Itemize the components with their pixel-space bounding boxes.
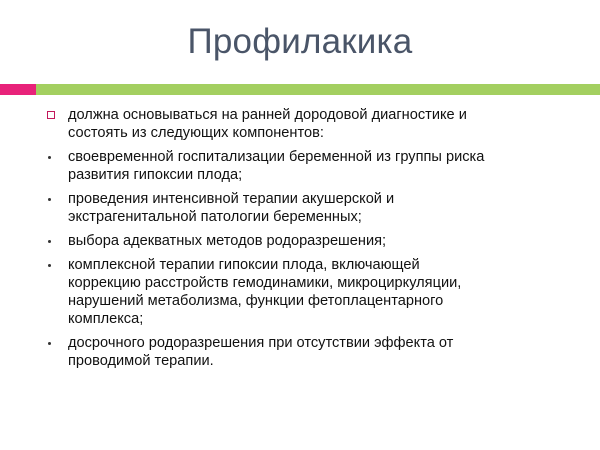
bullet-text: комплексной терапии гипоксии плода, включающей коррекцию расстройств гемодинамики, микроциркуляции, нарушений метаболизма, функции фетоплацентарного комплекса; <box>68 257 462 327</box>
bullet-text: проведения интенсивной терапии акушерской и экстрагенитальной патологии беременных; <box>68 191 395 225</box>
list-item <box>46 148 586 184</box>
divider-bar <box>36 84 600 95</box>
accent-bar <box>0 84 36 95</box>
list-item <box>46 232 586 250</box>
square-bullet-icon <box>46 106 58 124</box>
list-item <box>46 106 586 142</box>
bullet-text: выбора адекватных методов родоразрешения; <box>68 233 387 249</box>
slide-title: Профилакика <box>187 22 413 61</box>
dot-bullet-icon <box>46 256 58 274</box>
dot-bullet-icon <box>46 190 58 208</box>
bullet-text: должна основываться на ранней дородовой диагностике и состоять из следующих компонентов: <box>68 107 467 141</box>
dot-bullet-icon <box>46 148 58 166</box>
bullet-text: своевременной госпитализации беременной из группы риска развития гипоксии плода; <box>68 149 485 183</box>
bullet-text: досрочного родоразрешения при отсутствии эффекта от проводимой терапии. <box>68 335 454 369</box>
dot-bullet-icon <box>46 334 58 352</box>
list-item <box>46 334 586 370</box>
list-item <box>46 190 586 226</box>
list-item <box>46 256 586 328</box>
dot-bullet-icon <box>46 232 58 250</box>
bullet-list <box>46 106 586 376</box>
